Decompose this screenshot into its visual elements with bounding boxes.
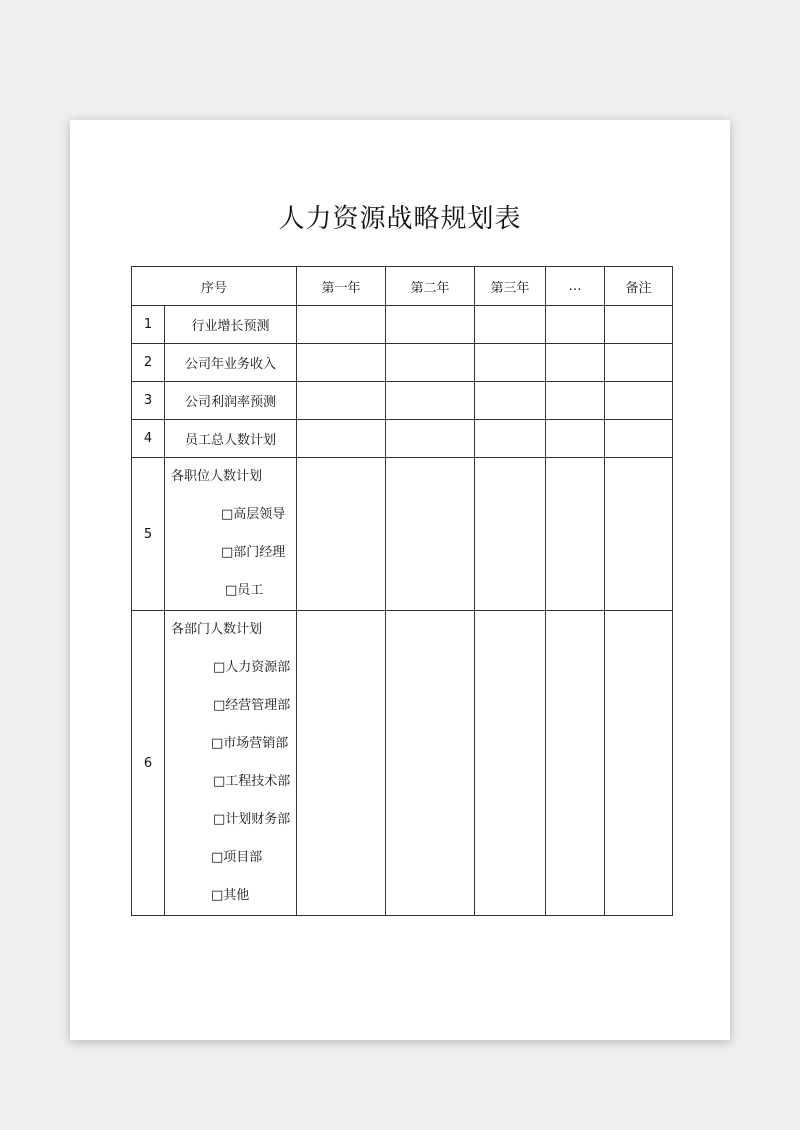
cell-remarks[interactable]	[605, 382, 673, 420]
header-index: 序号	[132, 267, 297, 306]
cell-year-3[interactable]	[475, 420, 546, 458]
row-item-group	[165, 611, 297, 916]
table-row	[132, 306, 673, 344]
header-year-3: 第三年	[475, 267, 546, 306]
subitem: □部门经理	[221, 545, 286, 560]
group-title: 各部门人数计划	[171, 622, 263, 637]
plan-table	[131, 266, 673, 916]
header-row	[132, 267, 673, 306]
cell-remarks[interactable]	[605, 306, 673, 344]
subitem: □计划财务部	[213, 812, 291, 827]
row-number: 6	[132, 611, 165, 916]
cell-remarks[interactable]	[605, 458, 673, 611]
cell-remarks[interactable]	[605, 420, 673, 458]
cell-year-3[interactable]	[475, 611, 546, 916]
subitem: □员工	[225, 583, 264, 598]
row-item-group	[165, 458, 297, 611]
cell-remarks[interactable]	[605, 344, 673, 382]
subitem: □人力资源部	[213, 660, 291, 675]
row-item: 公司年业务收入	[165, 344, 297, 382]
cell-year-3[interactable]	[475, 458, 546, 611]
row-number: 1	[132, 306, 165, 344]
cell-year-2[interactable]	[386, 382, 475, 420]
table-row	[132, 344, 673, 382]
cell-year-2[interactable]	[386, 306, 475, 344]
group-title: 各职位人数计划	[171, 469, 263, 484]
header-year-2: 第二年	[386, 267, 475, 306]
subitem: □工程技术部	[213, 774, 291, 789]
header-remarks: 备注	[605, 267, 673, 306]
row-number: 3	[132, 382, 165, 420]
cell-year-1[interactable]	[297, 611, 386, 916]
cell-year-1[interactable]	[297, 420, 386, 458]
cell-ellipsis[interactable]	[546, 306, 605, 344]
cell-year-1[interactable]	[297, 306, 386, 344]
row-number: 2	[132, 344, 165, 382]
row-number: 4	[132, 420, 165, 458]
cell-year-2[interactable]	[386, 611, 475, 916]
row-item: 员工总人数计划	[165, 420, 297, 458]
cell-year-1[interactable]	[297, 344, 386, 382]
subitem: □市场营销部	[211, 736, 289, 751]
cell-ellipsis[interactable]	[546, 420, 605, 458]
subitem: □高层领导	[221, 507, 286, 522]
cell-year-1[interactable]	[297, 458, 386, 611]
cell-ellipsis[interactable]	[546, 382, 605, 420]
table-row	[132, 611, 673, 916]
cell-year-2[interactable]	[386, 344, 475, 382]
cell-ellipsis[interactable]	[546, 458, 605, 611]
row-item: 公司利润率预测	[165, 382, 297, 420]
subitem: □其他	[211, 888, 250, 903]
cell-year-3[interactable]	[475, 382, 546, 420]
header-ellipsis: …	[546, 267, 605, 306]
row-item: 行业增长预测	[165, 306, 297, 344]
cell-remarks[interactable]	[605, 611, 673, 916]
cell-year-1[interactable]	[297, 382, 386, 420]
subitem: □经营管理部	[213, 698, 291, 713]
cell-ellipsis[interactable]	[546, 344, 605, 382]
table-row	[132, 420, 673, 458]
cell-year-3[interactable]	[475, 306, 546, 344]
header-year-1: 第一年	[297, 267, 386, 306]
document-title: 人力资源战略规划表	[278, 204, 522, 234]
cell-year-2[interactable]	[386, 420, 475, 458]
cell-ellipsis[interactable]	[546, 611, 605, 916]
document-page	[70, 120, 730, 1040]
cell-year-2[interactable]	[386, 458, 475, 611]
table-row	[132, 382, 673, 420]
subitem: □项目部	[211, 850, 263, 865]
row-number: 5	[132, 458, 165, 611]
table-row	[132, 458, 673, 611]
cell-year-3[interactable]	[475, 344, 546, 382]
